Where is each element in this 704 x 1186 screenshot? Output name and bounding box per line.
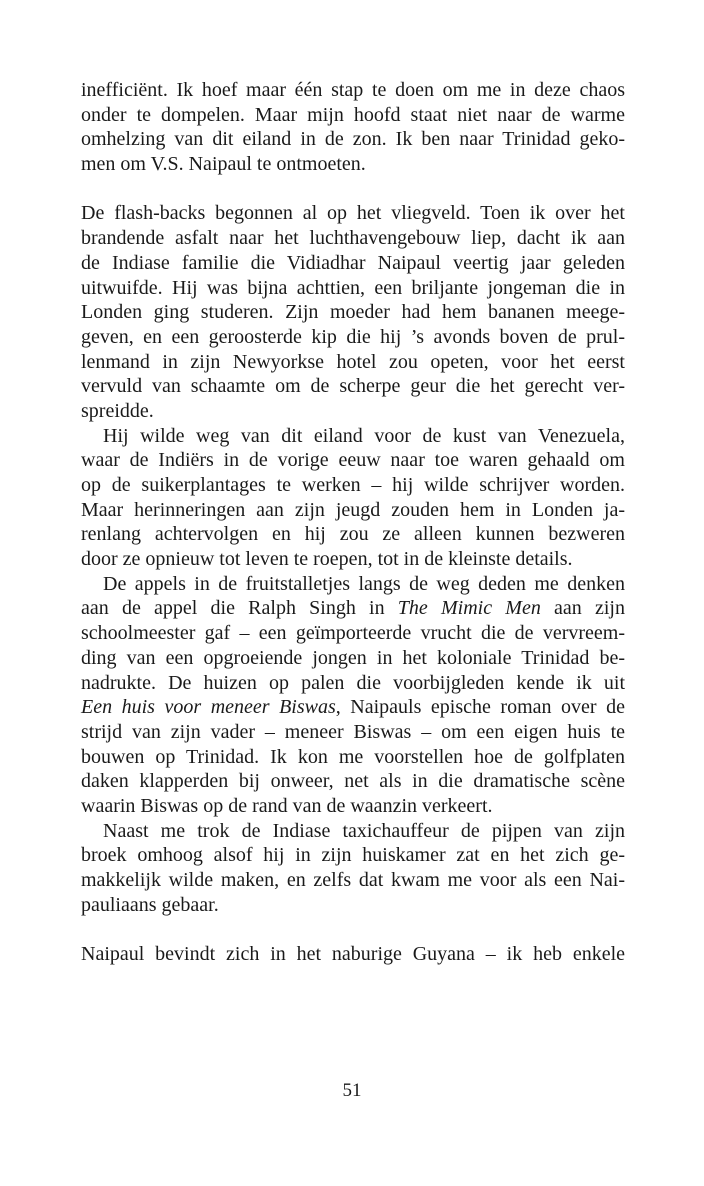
page-number: 51 <box>342 1080 362 1101</box>
section-break <box>81 177 625 202</box>
paragraph-3 <box>81 424 625 572</box>
text-line: broek omhoog alsof hij in zijn huiskamer zat en het zich ge- <box>81 844 625 867</box>
paragraph-6 <box>81 942 625 967</box>
text-line: renlang achtervolgen en hij zou ze alleen kunnen bezweren <box>81 523 625 546</box>
text-line: de Indiase familie die Vidiadhar Naipaul veertig jaar geleden <box>81 251 625 274</box>
paragraph-5 <box>81 819 625 918</box>
text-line: makkelijk wilde maken, en zelfs dat kwam me voor als een Nai- <box>81 869 625 891</box>
text-line: geven, en een geroosterde kip die hij ’s avonds boven de prul- <box>81 325 625 348</box>
text-line: spreidde. <box>81 399 154 422</box>
text-line <box>81 695 625 720</box>
text-line: De flash-backs begonnen al op het vliegveld. Toen ik over het <box>81 202 625 225</box>
book-title-the-mimic-men: The Mimic Men <box>397 597 541 620</box>
text-line: ding van een opgroeiende jongen in het koloniale Trinidad be- <box>81 646 625 669</box>
text-line <box>81 596 625 621</box>
text-fragment: aan zijn <box>540 597 625 620</box>
text-line: inefficiënt. Ik hoef maar één stap te doen om me in deze chaos <box>81 79 625 101</box>
text-line: nadrukte. De huizen op palen die voorbijgleden kende ik uit <box>81 671 625 694</box>
paragraph-4 <box>81 572 625 819</box>
text-line: uitwuifde. Hij was bijna achttien, een briljante jongeman die in <box>81 276 625 299</box>
text-fragment: aan de appel die Ralph Singh in <box>81 597 398 620</box>
book-title-een-huis-voor-meneer-biswas: Een huis voor meneer Biswas <box>81 696 336 719</box>
text-line: door ze opnieuw tot leven te roepen, tot in de kleinste details. <box>81 548 573 571</box>
text-line: De appels in de fruitstalletjes langs de weg deden me denken <box>103 572 625 595</box>
text-line: pauliaans gebaar. <box>81 893 219 916</box>
text-fragment: , Naipauls epische roman over de <box>335 696 625 719</box>
text-line: lenmand in zijn Newyorkse hotel zou opeten, voor het eerst <box>81 350 625 373</box>
text-line: strijd van zijn vader – meneer Biswas – om een eigen huis te <box>81 720 625 743</box>
section-break <box>81 917 625 942</box>
text-line: men om V.S. Naipaul te ontmoeten. <box>81 153 366 176</box>
text-line: bouwen op Trinidad. Ik kon me voorstellen hoe de golfplaten <box>81 745 625 768</box>
text-line: omhelzing van dit eiland in de zon. Ik ben naar Trinidad geko- <box>81 128 625 151</box>
paragraph-2 <box>81 201 625 423</box>
text-line: Naast me trok de Indiase taxichauffeur de pijpen van zijn <box>103 819 625 842</box>
text-line: daken klapperden bij onweer, net als in die dramatische scène <box>81 770 625 793</box>
text-line: Naipaul bevindt zich in het naburige Guyana – ik heb enkele <box>81 943 625 966</box>
text-line: Londen ging studeren. Zijn moeder had hem bananen meege- <box>81 301 625 324</box>
text-line: onder te dompelen. Maar mijn hoofd staat niet naar de warme <box>81 103 625 126</box>
book-page-body <box>81 78 625 967</box>
text-line: vervuld van schaamte om de scherpe geur die het gerecht ver- <box>81 375 625 398</box>
text-line: brandende asfalt naar het luchthavengebouw liep, dacht ik aan <box>81 227 625 250</box>
text-line: waarin Biswas op de rand van de waanzin verkeert. <box>81 794 493 817</box>
text-line: Hij wilde weg van dit eiland voor de kust van Venezuela, <box>103 424 625 447</box>
text-line: waar de Indiërs in de vorige eeuw naar toe waren gehaald om <box>81 449 625 472</box>
text-line: Maar herinneringen aan zijn jeugd zouden hem in Londen ja- <box>81 498 625 521</box>
text-line: op de suikerplantages te werken – hij wilde schrijver worden. <box>81 474 625 496</box>
text-line: schoolmeester gaf – een geïmporteerde vrucht die de vervreem- <box>81 622 625 645</box>
paragraph-1 <box>81 78 625 177</box>
